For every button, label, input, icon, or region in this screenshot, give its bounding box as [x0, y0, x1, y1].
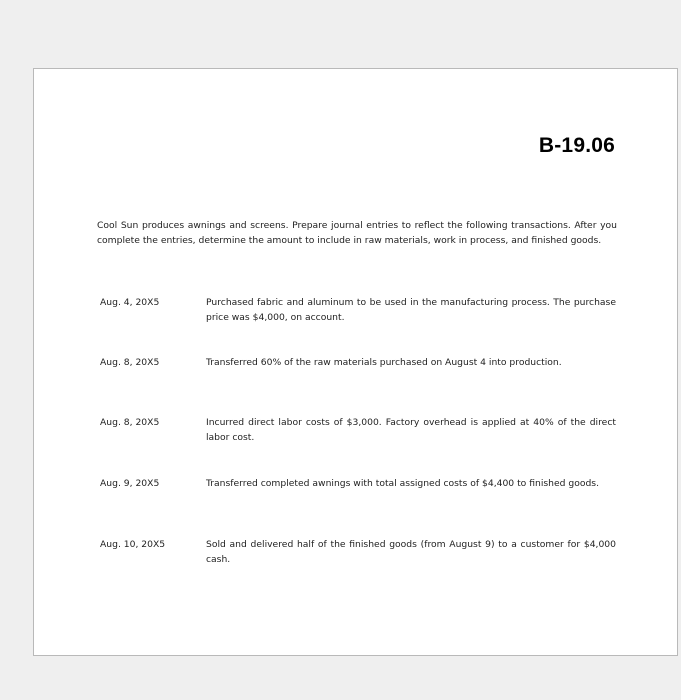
transaction-description: Purchased fabric and aluminum to be used in the manufacturing process. The purchase price was $4,000, on account.: [206, 297, 616, 323]
transaction-date: Aug. 8, 20X5: [100, 357, 160, 368]
transaction-description: Incurred direct labor costs of $3,000. Factory overhead is applied at 40% of the direct labor cost.: [206, 417, 616, 443]
transaction-date: Aug. 10, 20X5: [100, 539, 166, 550]
transaction-date: Aug. 8, 20X5: [100, 417, 160, 428]
transaction-date: Aug. 4, 20X5: [100, 297, 160, 308]
transaction-date: Aug. 9, 20X5: [100, 478, 160, 489]
page-title: B-19.06: [538, 134, 615, 157]
transaction-description: Sold and delivered half of the finished goods (from August 9) to a customer for $4,000 cash.: [206, 539, 616, 565]
transaction-description: Transferred completed awnings with total assigned costs of $4,400 to finished goods.: [206, 478, 600, 489]
transaction-description: Transferred 60% of the raw materials purchased on August 4 into production.: [206, 357, 562, 368]
intro-paragraph: Cool Sun produces awnings and screens. Prepare journal entries to reflect the following transactions. After you complete the entries, determine the amount to include in raw materials, work in process, and finished goods.: [97, 220, 617, 246]
document-page: [33, 68, 678, 656]
